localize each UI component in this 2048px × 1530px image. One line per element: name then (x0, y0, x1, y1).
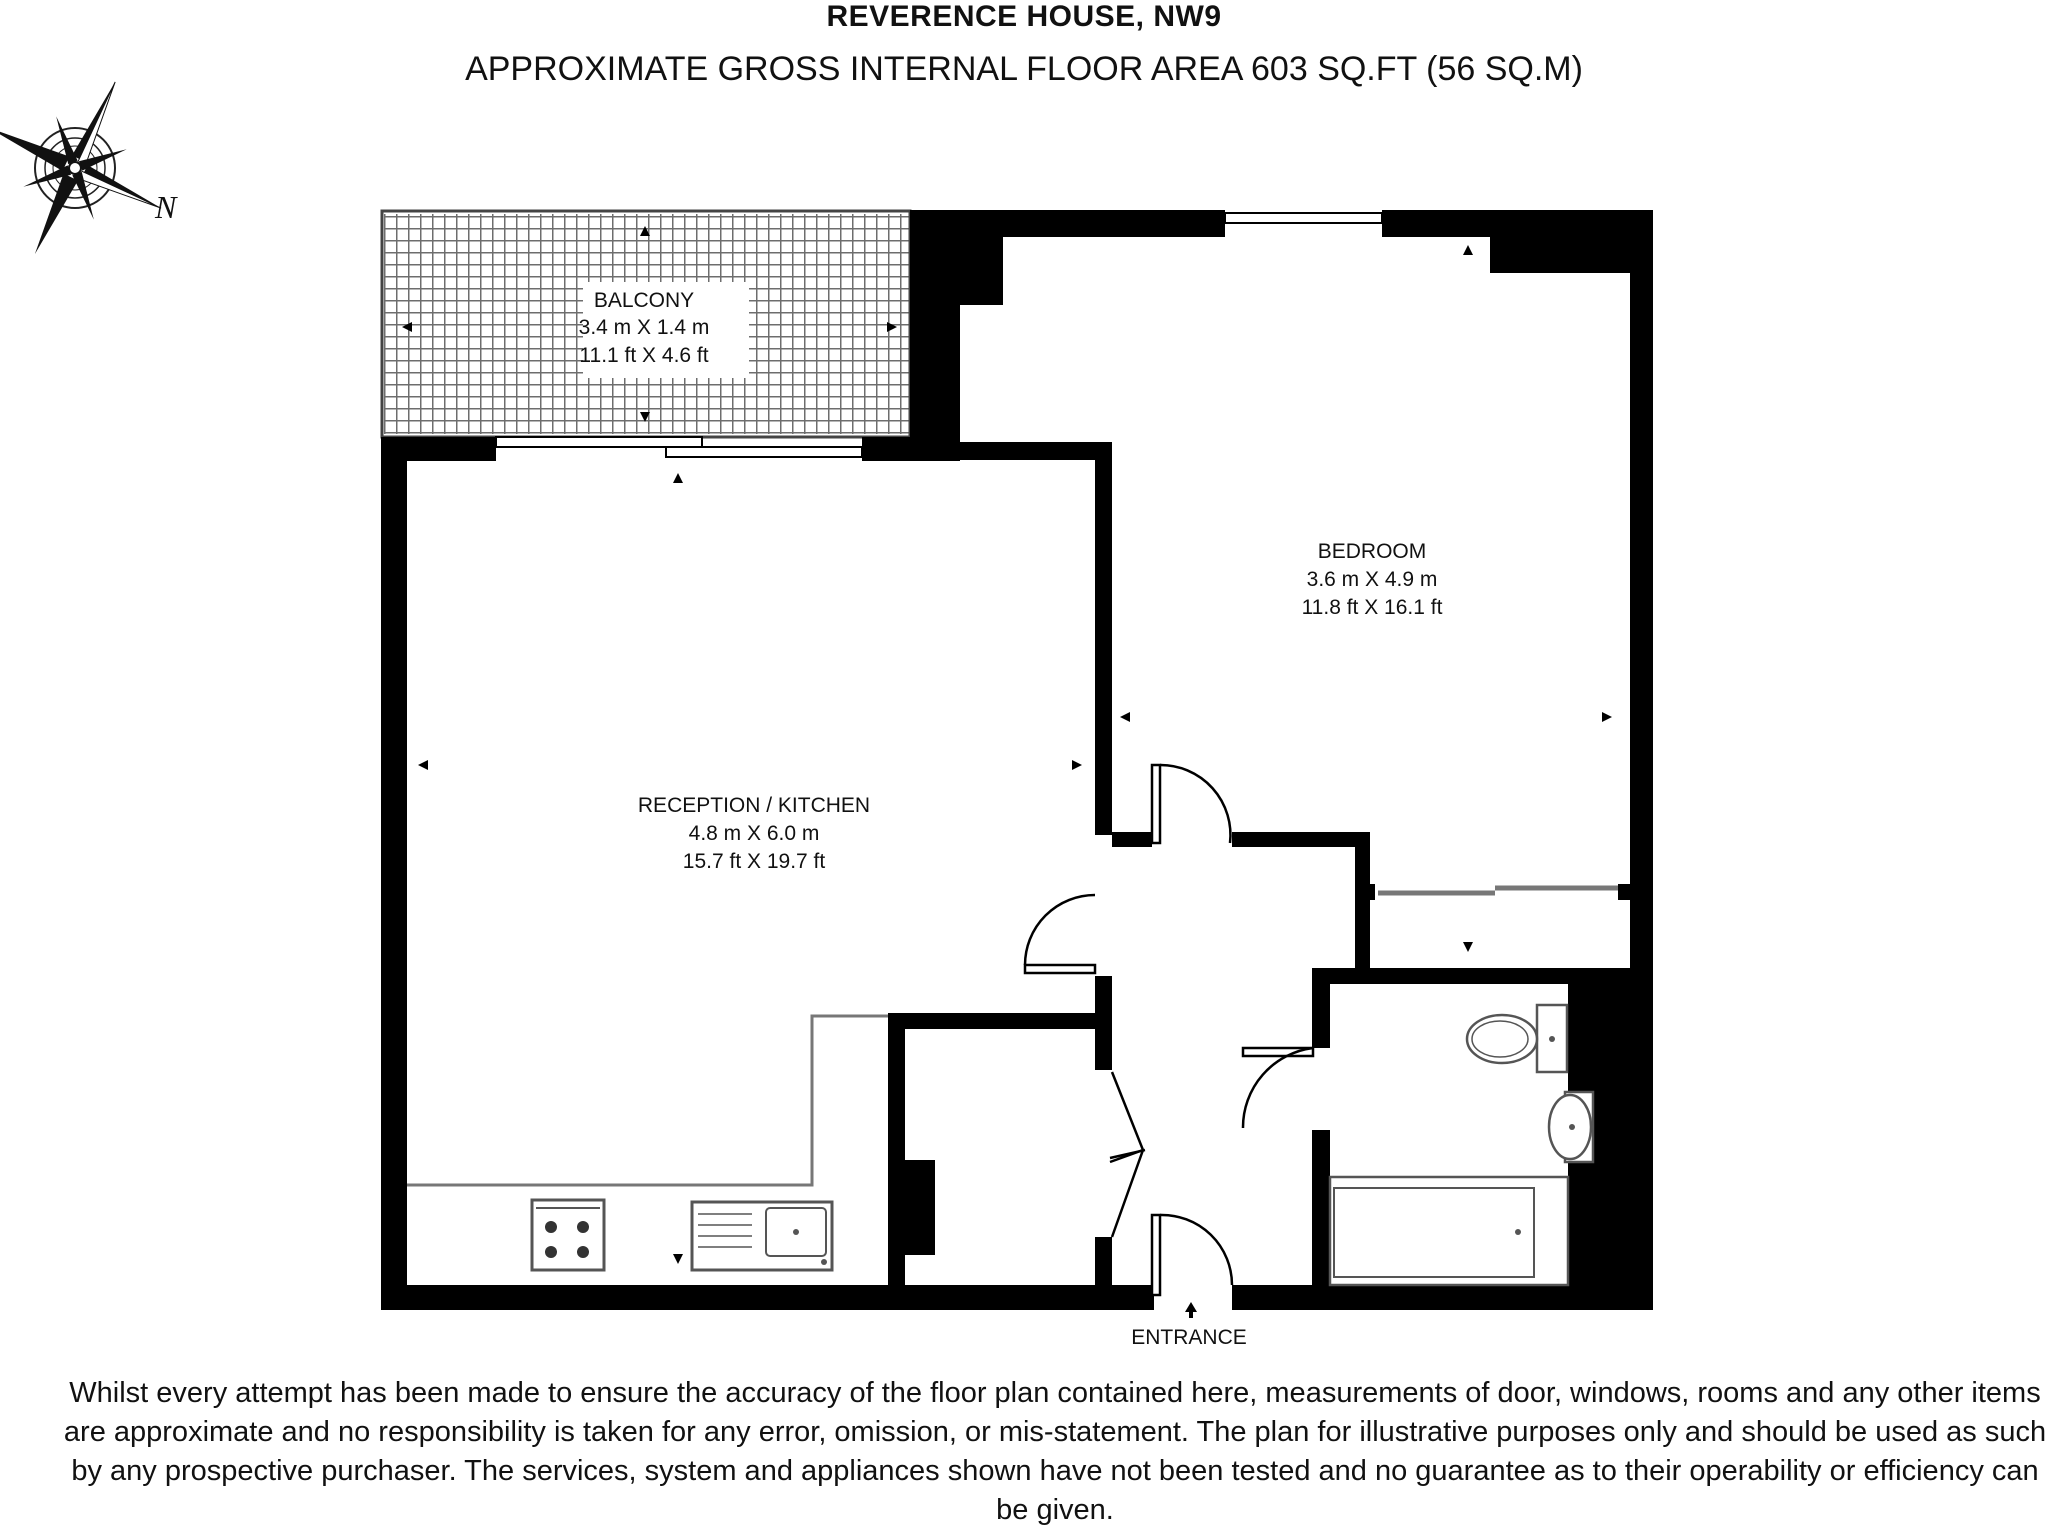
entrance-label: ENTRANCE (1131, 1326, 1247, 1349)
entrance-door (1152, 1215, 1232, 1295)
compass-icon (0, 42, 201, 294)
balcony-metric: 3.4 m X 1.4 m (578, 316, 710, 339)
floor-area-subtitle: APPROXIMATE GROSS INTERNAL FLOOR AREA 603 SQ.FT (56 SQ.M) (465, 50, 1583, 88)
kitchen-counter (407, 1016, 888, 1185)
bedroom-window (1225, 213, 1382, 223)
balcony-imperial: 11.1 ft X 4.6 ft (579, 344, 709, 367)
hob-icon (532, 1200, 604, 1270)
balcony-name: BALCONY (593, 289, 695, 312)
bedroom-name: BEDROOM (1317, 540, 1427, 563)
bedroom-imperial: 11.8 ft X 16.1 ft (1301, 596, 1443, 619)
balcony-sliding-door (496, 437, 862, 457)
bedroom-metric: 3.6 m X 4.9 m (1306, 568, 1438, 591)
compass-north-label: N (155, 189, 177, 225)
disclaimer-text: Whilst every attempt has been made to ensure the accuracy of the floor plan contained here, measurements of door, windows, rooms and any other items are approximate and no responsibility is taken for any error, omission, or mis-statement. The plan for illustrative purposes only and should be used as such by any prospective purchaser. The services, system and appliances shown have not been tested and no guarantee as to their operability or efficiency can be given. (63, 1377, 2047, 1526)
bath-icon (1330, 1177, 1568, 1285)
basin-icon (1549, 1092, 1593, 1162)
reception-imperial: 15.7 ft X 19.7 ft (682, 850, 826, 873)
reception-metric: 4.8 m X 6.0 m (688, 822, 820, 845)
cupboard-bifold-door (1110, 1072, 1145, 1237)
toilet-icon (1467, 1005, 1567, 1072)
kitchen-sink-icon (692, 1202, 832, 1270)
bedroom-door (1152, 765, 1230, 843)
reception-name: RECEPTION / KITCHEN (637, 794, 871, 817)
plan-title: REVERENCE HOUSE, NW9 (826, 0, 1222, 33)
bathroom-door (1243, 1048, 1313, 1128)
reception-door (1025, 895, 1095, 973)
